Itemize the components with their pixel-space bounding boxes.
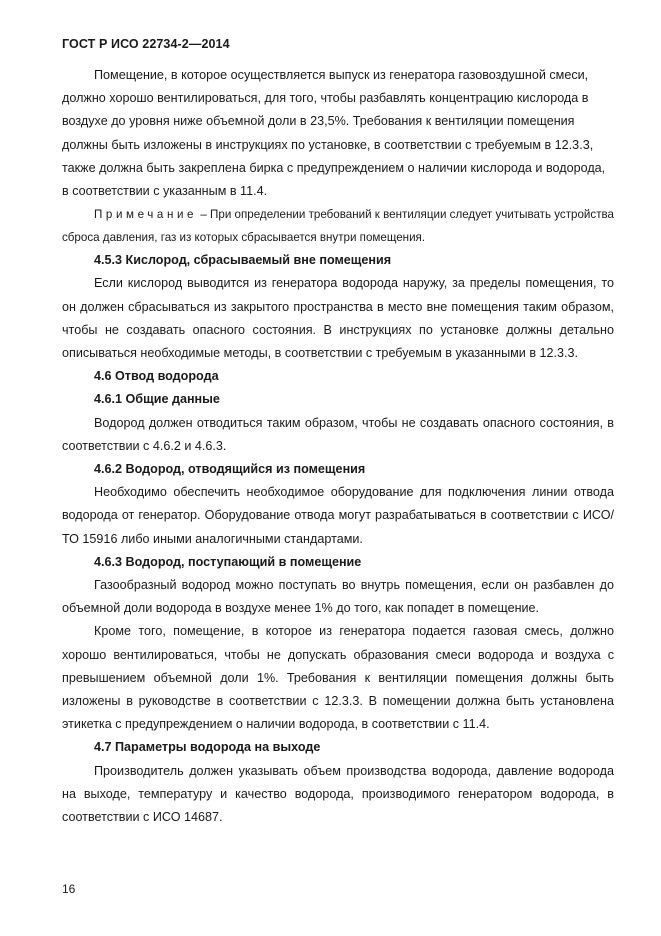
paragraph-4-5-3: Если кислород выводится из генератора водорода наружу, за пределы помещения, то он должен сбрасываться из закрытого пространства в место вне помещения таким образом, чтобы не создавать опасного состояния. В инструкциях по установке должны детально описываться необходимые методы, в соответствии с требуемым в указанными в 12.3.3. bbox=[62, 276, 614, 361]
section-heading-4-6: 4.6 Отвод водорода bbox=[94, 369, 219, 384]
paragraph-4-6-2: Необходимо обеспечить необходимое оборудование для подключения линии отвода водорода от генератор. Оборудование отвода могут разрабатываться в соответствии с ИСО/ТО 15916 либо иными аналогичными стандартами. bbox=[62, 485, 614, 546]
paragraph-4-6-3-b: Кроме того, помещение, в которое из генератора подается газовая смесь, должно хорошо вентилироваться, чтобы не допускать образования смеси водорода и воздуха с превышением объемной доли 1%. Требования к вентиляции помещения должны быть изложены в руководстве в соответствии с 12.3.3. В помещении должна быть установлена этикетка с предупреждением о наличии водорода, в соответствии с 11.4. bbox=[62, 624, 614, 732]
section-heading-4-6-1: 4.6.1 Общие данные bbox=[94, 392, 220, 407]
paragraph-ventilation-oxygen: Помещение, в которое осуществляется выпуск из генератора газовоздушной смеси, должно хорошо вентилироваться, для того, чтобы разбавлять концентрацию кислорода в воздухе до уровня ниже объемной доли в 23,5%. Требования к вентиляции помещения должны быть изложены в инструкциях по установке, в соответствии с требуемым в 12.3.3, также должна быть закреплена бирка с предупреждением о наличии кислорода и водорода, в соответствии с указанным в 11.4. bbox=[62, 68, 606, 199]
document-body bbox=[62, 64, 614, 829]
section-heading-4-7: 4.7 Параметры водорода на выходе bbox=[94, 740, 321, 755]
paragraph-4-6-1: Водород должен отводиться таким образом, чтобы не создавать опасного состояния, в соответствии с 4.6.2 и 4.6.3. bbox=[62, 415, 614, 453]
paragraph-4-6-3-a: Газообразный водород можно поступать во внутрь помещения, если он разбавлен до объемной доли водорода в воздухе менее 1% до того, как попадет в помещение. bbox=[62, 578, 614, 616]
paragraph-4-7: Производитель должен указывать объем производства водорода, давление водорода на выходе, температуру и качество водорода, производимого генератором водорода, в соответствии с ИСО 14687. bbox=[62, 763, 614, 825]
section-heading-4-6-3: 4.6.3 Водород, поступающий в помещение bbox=[94, 554, 362, 569]
page-number: 16 bbox=[62, 882, 76, 896]
note-text: – При определении требований к вентиляции следует учитывать устройства сброса давления, газ из которых сбрасывается внутри помещения. bbox=[62, 208, 614, 245]
section-heading-4-5-3: 4.5.3 Кислород, сбрасываемый вне помещения bbox=[94, 253, 392, 268]
note-label: Примечание bbox=[94, 208, 198, 222]
note bbox=[62, 203, 614, 249]
section-heading-4-6-2: 4.6.2 Водород, отводящийся из помещения bbox=[94, 462, 366, 477]
document-header: ГОСТ Р ИСО 22734-2—2014 bbox=[62, 37, 230, 51]
